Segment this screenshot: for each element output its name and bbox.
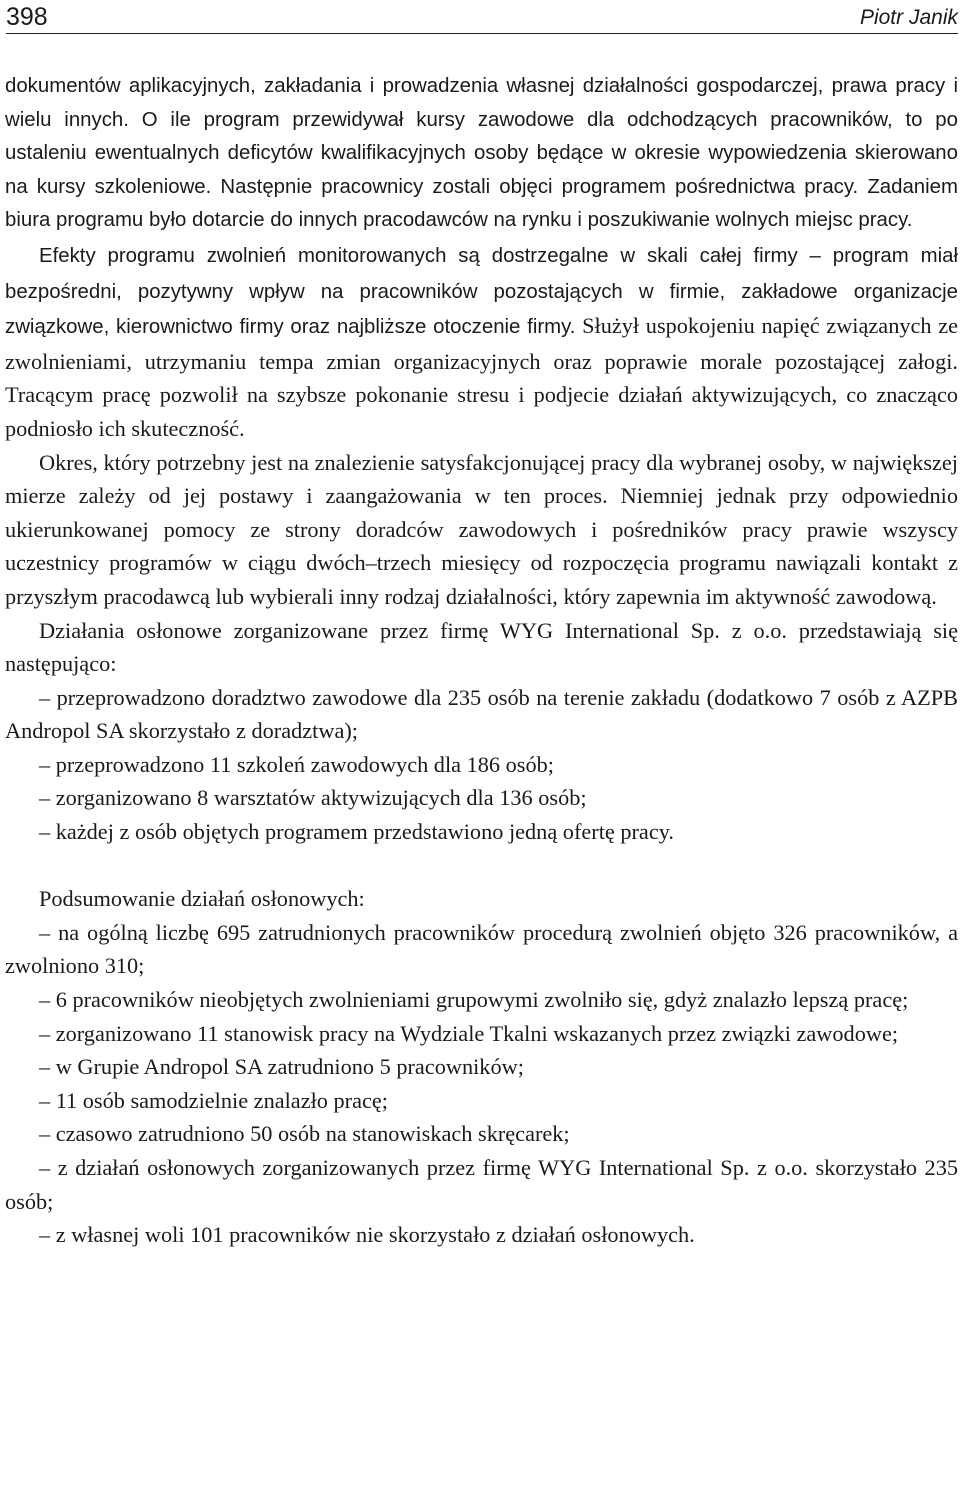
list-item: – z działań osłonowych zorganizowanych przez firmę WYG International Sp. z o.o. skorzystało 235 osób; — [5, 1155, 958, 1214]
paragraph-1: dokumentów aplikacyjnych, zakładania i prowadzenia własnej działalności gospodarczej, prawa pracy i wielu innych. O ile program przewidywał kursy zawodowe dla odchodzących pracowników, to po ustaleniu ewentualnych deficytów kwalifikacyjnych osoby będące w okresie wypowiedzenia skierowano na kursy szkoleniowe. Następnie pracownicy zostali objęci programem pośrednictwa pracy. Zadaniem biura programu było dotarcie do innych pracodawców na rynku i poszukiwanie wolnych miejsc pracy. — [5, 75, 958, 232]
running-head-author: Piotr Janik — [859, 6, 958, 29]
list-item: – przeprowadzono 11 szkoleń zawodowych dla 186 osób; — [39, 751, 554, 777]
paragraph-4: Działania osłonowe zorganizowane przez firmę WYG International Sp. z o.o. przedstawiają się następująco: — [5, 617, 958, 677]
page-number: 398 — [6, 3, 48, 31]
list-item: – 6 pracowników nieobjętych zwolnieniami grupowymi zwolniło się, gdyż znalazło lepszą pracę; — [39, 987, 909, 1013]
list-item: – z własnej woli 101 pracowników nie skorzystało z działań osłonowych. — [39, 1222, 695, 1248]
summary-heading: Podsumowanie działań osłonowych: — [39, 886, 365, 912]
body-text — [5, 70, 958, 1252]
list-item: – 11 osób samodzielnie znalazło pracę; — [39, 1087, 388, 1113]
list-item: – na ogólną liczbę 695 zatrudnionych pracowników procedurą zwolnień objęto 326 pracowników, a zwolniono 310; — [5, 919, 958, 979]
paragraph-2-serif-part: Służył uspokojeniu napięć związanych ze zwolnieniami, utrzymaniu tempa zmian organizacyjnych oraz poprawie morale pozostającej załogi. Tracącym pracę pozwolił na szybsze pokonanie stresu i podjecie działań aktywizujących, co znacząco podniosło ich skuteczność. — [5, 313, 958, 441]
list-item: – w Grupie Andropol SA zatrudniono 5 pracowników; — [39, 1054, 524, 1080]
list-item: – czasowo zatrudniono 50 osób na stanowiskach skręcarek; — [39, 1121, 570, 1147]
paragraph-3: Okres, który potrzebny jest na znalezienie satysfakcjonującej pracy dla wybranej osoby, w największej mierze zależy od jej postawy i zaangażowania w ten proces. Niemniej jednak przy odpowiednio ukierunkowanej pomocy ze strony doradców zawodowych i pośredników pracy prawie wszyscy uczestnicy programów w ciągu dwóch–trzech miesięcy od rozpoczęcia programu nawiązali kontakt z przyszłym pracodawcą lub wybierali inny rodzaj działalności, który zapewnia im aktywność zawodową. — [5, 449, 958, 609]
list-item: – zorganizowano 8 warsztatów aktywizujących dla 136 osób; — [39, 785, 587, 811]
paragraph-2-sans-part: Efekty programu zwolnień monitorowanych są dostrzegalne w skali całej firmy – program miał bezpośredni, pozytywny wpływ na pracowników pozostających w firmie, zakładowe organizacje związkowe, kierownictwo firmy oraz najbliższe otoczenie firmy. — [5, 244, 958, 339]
list-item: – przeprowadzono doradztwo zawodowe dla 235 osób na terenie zakładu (dodatkowo 7 osób z AZPB Andropol SA skorzystało z doradztwa); — [5, 684, 958, 744]
list-item: – zorganizowano 11 stanowisk pracy na Wydziale Tkalni wskazanych przez związki zawodowe; — [39, 1020, 899, 1046]
page-header — [6, 0, 958, 34]
section-spacer — [5, 849, 958, 883]
paragraph-2 — [5, 238, 958, 446]
list-item: – każdej z osób objętych programem przedstawiono jedną ofertę pracy. — [39, 819, 675, 845]
